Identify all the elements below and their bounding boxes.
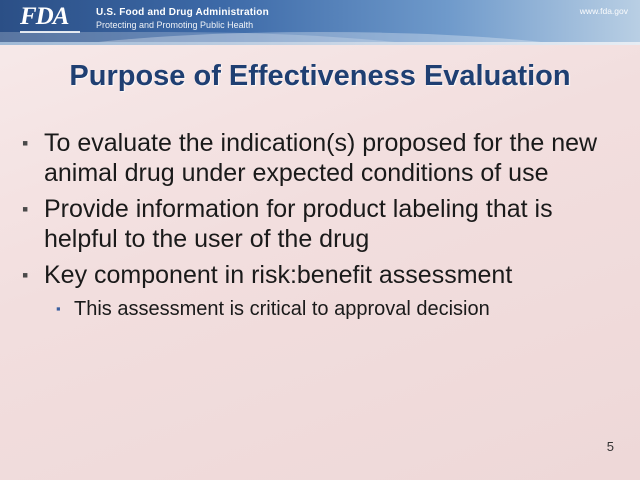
slide-body bbox=[22, 128, 622, 328]
sub-bullet-text: This assessment is critical to approval decision bbox=[74, 298, 490, 320]
agency-name: U.S. Food and Drug Administration bbox=[96, 7, 269, 18]
list-item bbox=[22, 260, 622, 290]
bullet-text: To evaluate the indication(s) proposed for the new animal drug under expected conditions of use bbox=[44, 129, 598, 187]
fda-header-banner bbox=[0, 0, 640, 42]
bullet-marker-icon: ▪ bbox=[22, 265, 29, 285]
fda-website-url: www.fda.gov bbox=[579, 6, 628, 16]
header-divider bbox=[0, 42, 640, 45]
sub-list-item bbox=[56, 296, 622, 322]
bullet-text: Key component in risk:benefit assessment bbox=[44, 261, 513, 289]
fda-logo: FDA bbox=[20, 3, 69, 30]
fda-logo-underline bbox=[20, 31, 80, 33]
agency-name-block bbox=[96, 7, 269, 31]
list-item bbox=[22, 194, 622, 254]
agency-tagline: Protecting and Promoting Public Health bbox=[96, 19, 254, 30]
page-number: 5 bbox=[606, 439, 614, 454]
bullet-marker-icon: ▪ bbox=[22, 133, 29, 153]
bullet-text: Provide information for product labeling that is helpful to the user of the drug bbox=[44, 195, 553, 253]
sub-bullet-marker-icon: ▪ bbox=[56, 301, 61, 316]
slide-title: Purpose of Effectiveness Evaluation bbox=[69, 60, 571, 92]
list-item bbox=[22, 128, 622, 188]
bullet-marker-icon: ▪ bbox=[22, 199, 29, 219]
